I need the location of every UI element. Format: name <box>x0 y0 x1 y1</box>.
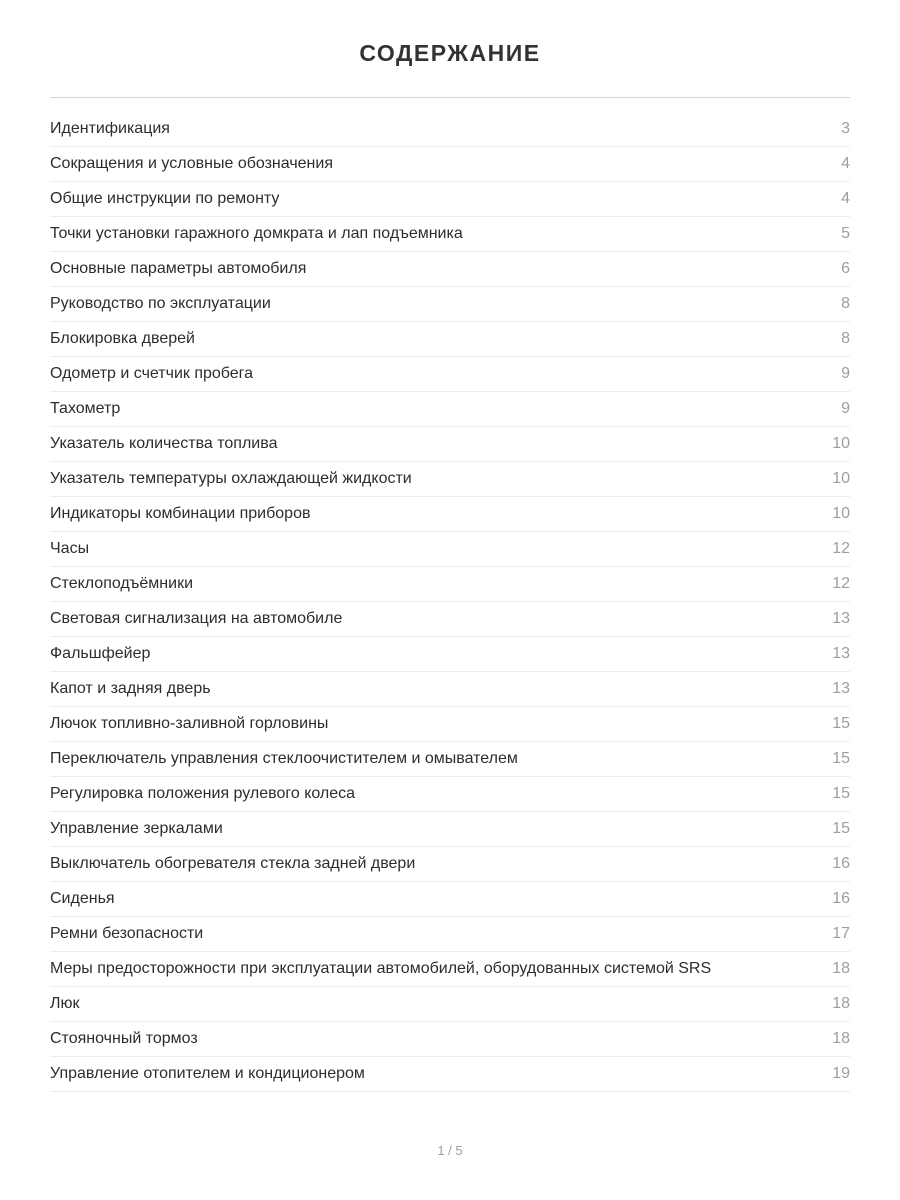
toc-entry-page-number: 8 <box>841 330 850 347</box>
toc-entry-row <box>50 882 850 917</box>
toc-entry-page-number: 18 <box>832 995 850 1012</box>
toc-entry-label: Идентификация <box>50 120 170 137</box>
toc-entry-label: Указатель температуры охлаждающей жидкости <box>50 470 412 487</box>
toc-entry-label: Точки установки гаражного домкрата и лап подъемника <box>50 225 463 242</box>
toc-entry-page-number: 10 <box>832 470 850 487</box>
toc-entry-page-number: 13 <box>832 645 850 662</box>
toc-entry-row <box>50 567 850 602</box>
toc-entry-row <box>50 777 850 812</box>
toc-entry-label: Общие инструкции по ремонту <box>50 190 280 207</box>
toc-entry-row <box>50 112 850 147</box>
toc-entry-row <box>50 322 850 357</box>
toc-entry-row <box>50 462 850 497</box>
toc-entry-page-number: 19 <box>832 1065 850 1082</box>
toc-entry-page-number: 16 <box>832 855 850 872</box>
toc-entry-label: Ремни безопасности <box>50 925 204 942</box>
toc-entry-label: Капот и задняя дверь <box>50 680 211 697</box>
toc-entry-page-number: 12 <box>832 540 850 557</box>
toc-entry-page-number: 8 <box>841 295 850 312</box>
toc-entry-row <box>50 217 850 252</box>
toc-entry-row <box>50 742 850 777</box>
toc-entry-label: Стояночный тормоз <box>50 1030 198 1047</box>
toc-entry-page-number: 15 <box>832 820 850 837</box>
toc-entry-row <box>50 917 850 952</box>
toc-entry-label: Переключатель управления стеклоочистителем и омывателем <box>50 750 518 767</box>
toc-entry-label: Блокировка дверей <box>50 330 195 347</box>
toc-entry-page-number: 18 <box>832 1030 850 1047</box>
toc-entry-row <box>50 672 850 707</box>
toc-entry-label: Руководство по эксплуатации <box>50 295 271 312</box>
toc-entry-page-number: 10 <box>832 505 850 522</box>
toc-entry-page-number: 6 <box>841 260 850 277</box>
toc-entry-page-number: 17 <box>832 925 850 942</box>
toc-entry-label: Фальшфейер <box>50 645 151 662</box>
toc-entry-row <box>50 1057 850 1092</box>
toc-entry-label: Сиденья <box>50 890 115 907</box>
toc-list <box>50 112 850 1092</box>
toc-entry-row <box>50 1022 850 1057</box>
toc-entry-row <box>50 427 850 462</box>
toc-entry-page-number: 16 <box>832 890 850 907</box>
toc-entry-label: Основные параметры автомобиля <box>50 260 307 277</box>
toc-entry-row <box>50 602 850 637</box>
toc-entry-row <box>50 532 850 567</box>
toc-entry-row <box>50 707 850 742</box>
toc-entry-row <box>50 252 850 287</box>
toc-entry-label: Указатель количества топлива <box>50 435 278 452</box>
toc-entry-row <box>50 952 850 987</box>
page-header <box>50 0 850 67</box>
toc-entry-row <box>50 812 850 847</box>
toc-entry-page-number: 12 <box>832 575 850 592</box>
toc-entry-page-number: 4 <box>841 190 850 207</box>
toc-entry-label: Тахометр <box>50 400 121 417</box>
toc-entry-row <box>50 497 850 532</box>
toc-entry-label: Люк <box>50 995 80 1012</box>
toc-entry-label: Управление зеркалами <box>50 820 223 837</box>
toc-entry-label: Регулировка положения рулевого колеса <box>50 785 356 802</box>
toc-entry-row <box>50 392 850 427</box>
toc-entry-page-number: 15 <box>832 785 850 802</box>
toc-entry-page-number: 9 <box>841 365 850 382</box>
toc-entry-row <box>50 637 850 672</box>
toc-entry-label: Управление отопителем и кондиционером <box>50 1065 365 1082</box>
toc-entry-label: Выключатель обогревателя стекла задней двери <box>50 855 416 872</box>
toc-entry-page-number: 15 <box>832 715 850 732</box>
toc-entry-page-number: 13 <box>832 610 850 627</box>
page-indicator: 1 / 5 <box>437 1143 463 1158</box>
toc-entry-label: Световая сигнализация на автомобиле <box>50 610 343 627</box>
toc-entry-row <box>50 987 850 1022</box>
toc-entry-label: Меры предосторожности при эксплуатации автомобилей, оборудованных системой SRS <box>50 960 712 977</box>
toc-entry-page-number: 18 <box>832 960 850 977</box>
toc-entry-row <box>50 182 850 217</box>
page-title: СОДЕРЖАНИЕ <box>359 40 541 66</box>
toc-entry-label: Стеклоподъёмники <box>50 575 193 592</box>
toc-entry-page-number: 10 <box>832 435 850 452</box>
toc-entry-page-number: 9 <box>841 400 850 417</box>
toc-entry-row <box>50 847 850 882</box>
toc-entry-row <box>50 287 850 322</box>
toc-entry-page-number: 4 <box>841 155 850 172</box>
toc-entry-label: Индикаторы комбинации приборов <box>50 505 311 522</box>
toc-entry-page-number: 5 <box>841 225 850 242</box>
toc-entry-label: Лючок топливно-заливной горловины <box>50 715 329 732</box>
toc-entry-label: Часы <box>50 540 90 557</box>
toc-entry-row <box>50 147 850 182</box>
toc-entry-page-number: 3 <box>841 120 850 137</box>
toc-entry-row <box>50 357 850 392</box>
title-divider <box>50 97 850 98</box>
toc-entry-label: Сокращения и условные обозначения <box>50 155 333 172</box>
toc-entry-page-number: 15 <box>832 750 850 767</box>
toc-entry-page-number: 13 <box>832 680 850 697</box>
toc-entry-label: Одометр и счетчик пробега <box>50 365 254 382</box>
